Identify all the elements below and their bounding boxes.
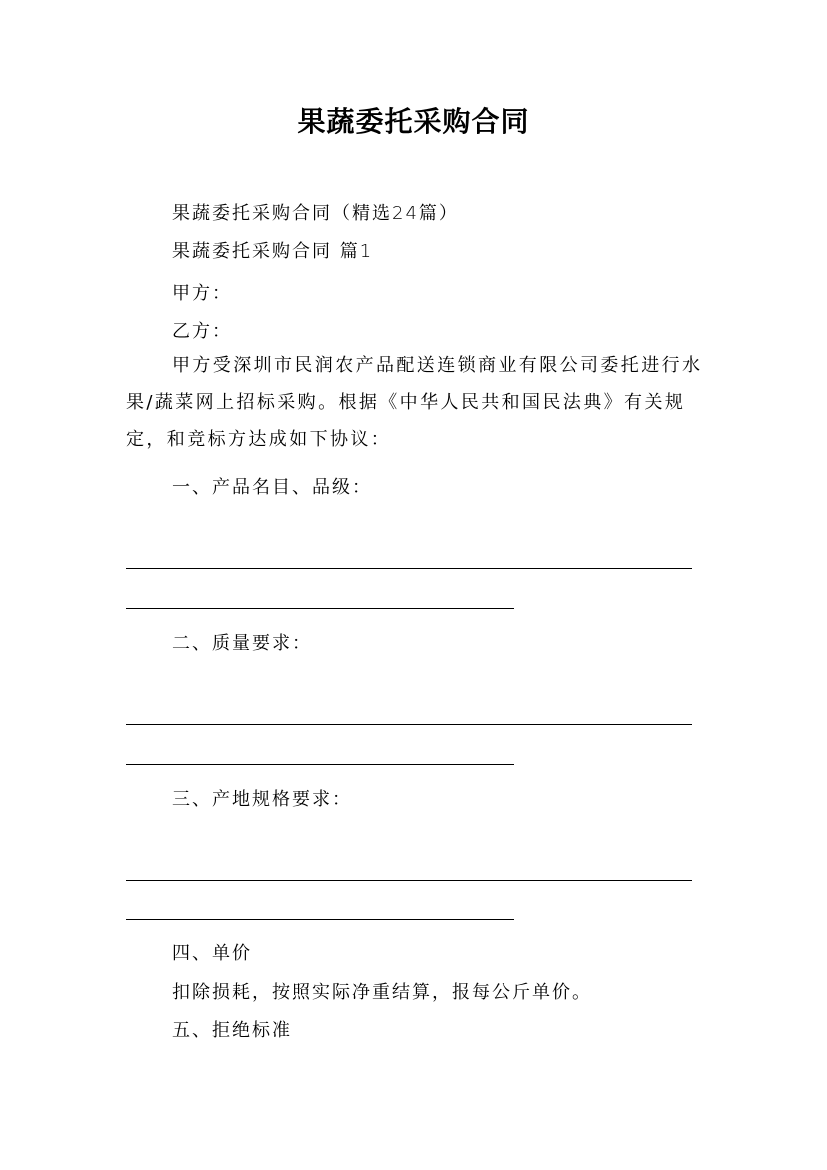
intro-paragraph: 甲方受深圳市民润农产品配送连锁商业有限公司委托进行水果/蔬菜网上招标采购。根据《中华人民共和国民法典》有关规定，和竞标方达成如下协议： [126,355,703,450]
fill-in-line [126,608,514,609]
section-heading: 果蔬委托采购合同 篇1 [172,241,374,262]
document-title: 果蔬委托采购合同 [297,105,530,138]
item-5-heading: 五、拒绝标准 [172,1020,292,1041]
item-3-heading: 三、产地规格要求： [172,789,352,810]
item-2-heading: 二、质量要求： [172,633,312,654]
document-subtitle: 果蔬委托采购合同（精选24篇） [172,203,459,224]
item-1-heading: 一、产品名目、品级： [172,477,372,498]
fill-in-line [126,724,692,725]
fill-in-line [126,764,514,765]
item-4-text: 扣除损耗，按照实际净重结算，报每公斤单价。 [172,982,592,1003]
item-4-heading: 四、单价 [172,943,252,964]
fill-in-line [126,568,692,569]
fill-in-line [126,919,514,920]
party-b-label: 乙方： [172,321,232,342]
fill-in-line [126,880,692,881]
party-a-label: 甲方： [172,283,232,304]
